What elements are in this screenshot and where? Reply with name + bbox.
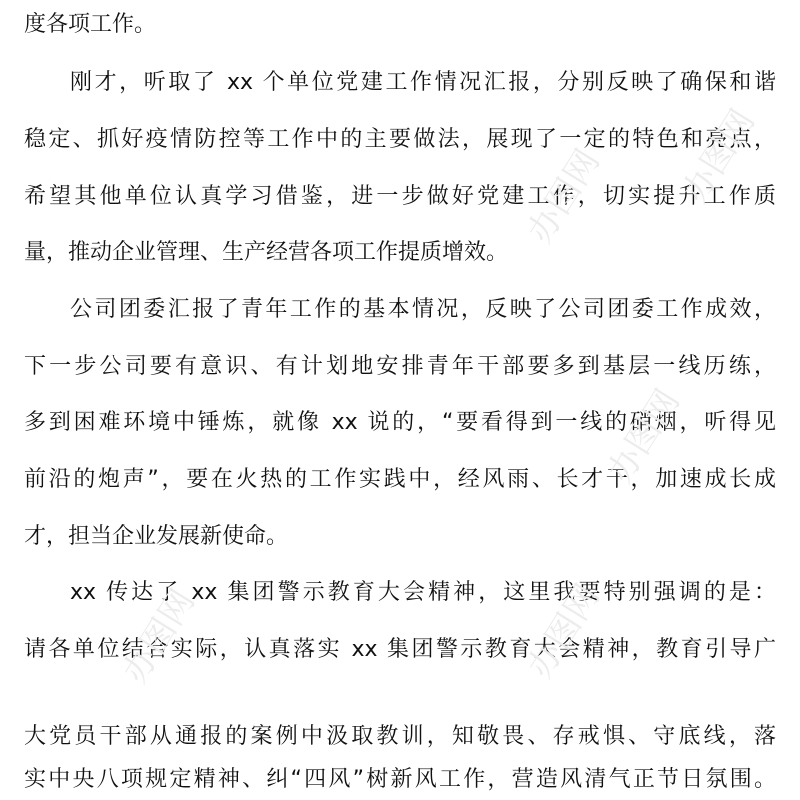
text-line: 实中央八项规定精神、纠“四风”树新风工作，营造风清气正节日氛围。	[24, 767, 776, 792]
paragraph-start-line: 公司团委汇报了青年工作的基本情况，反映了公司团委工作成效，	[70, 297, 776, 322]
text-line: 希望其他单位认真学习借鉴，进一步做好党建工作，切实提升工作质	[24, 184, 776, 209]
watermark: 办图网	[674, 102, 763, 211]
text-line: 才，担当企业发展新使命。	[24, 524, 289, 549]
text-line: 度各项工作。	[24, 12, 157, 37]
watermark: 办图网	[519, 142, 608, 251]
paragraph-start-line: 刚才，听取了 xx 个单位党建工作情况汇报，分别反映了确保和谐	[70, 70, 776, 95]
text-line: 量，推动企业管理、生产经营各项工作提质增效。	[24, 240, 509, 265]
watermark: 办图网	[114, 582, 203, 691]
watermark: 办图网	[519, 577, 608, 686]
watermark: 办图网	[599, 382, 688, 491]
text-line: 下一步公司要有意识、有计划地安排青年干部要多到基层一线历练，	[24, 354, 776, 379]
text-line: 前沿的炮声”，要在火热的工作实践中，经风雨、长才干，加速成长成	[24, 467, 776, 492]
text-line: 请各单位结合实际，认真落实 xx 集团警示教育大会精神，教育引导广	[24, 637, 776, 662]
text-line: 多到困难环境中锤炼，就像 xx 说的，“要看得到一线的硝烟，听得见	[24, 410, 776, 435]
paragraph-start-line: xx 传达了 xx 集团警示教育大会精神，这里我要特别强调的是：	[70, 580, 776, 605]
text-line: 稳定、抓好疫情防控等工作中的主要做法，展现了一定的特色和亮点，	[24, 127, 776, 152]
text-line: 大党员干部从通报的案例中汲取教训，知敬畏、存戒惧、守底线，落	[24, 724, 776, 749]
